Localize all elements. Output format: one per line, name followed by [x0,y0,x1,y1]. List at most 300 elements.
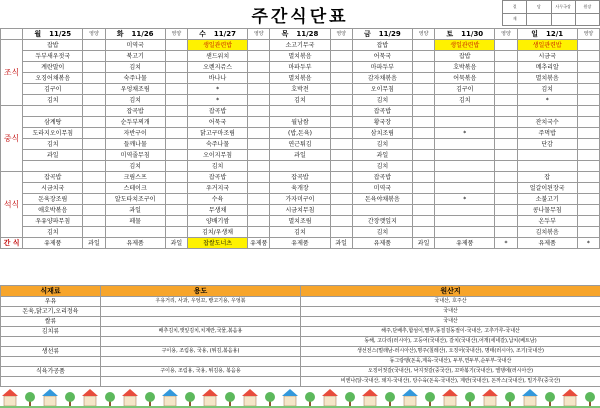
day-header [187,29,247,40]
dish-cell [105,227,165,238]
nutrition-cell [83,150,105,161]
tree [585,392,595,402]
nutrition-cell [248,95,270,106]
nutrition-cell [248,227,270,238]
dish-cell: 순두부찌개 [105,117,165,128]
house-body [444,396,456,406]
day-date: 11/26 [131,29,154,38]
dish-cell [435,183,495,194]
nutrition-cell [577,40,599,51]
origin-cell [1,357,101,367]
nutrition-cell [577,216,599,227]
nutrition-cell [248,73,270,84]
nutrition-cell [248,51,270,62]
dish-cell: 과일 [352,150,412,161]
dish-cell: 생일관련밥 [435,40,495,51]
origin-row [1,307,600,317]
nutrition-cell [83,62,105,73]
dish-cell: 바나나 [187,73,247,84]
house-roof [42,389,58,396]
nutrition-cell [413,227,435,238]
tree [65,392,75,402]
snack-item: 유제품 [352,238,412,249]
nutrition-cell [83,73,105,84]
dish-cell: 삼계탕 [23,117,83,128]
nutrition-cell [495,128,517,139]
dish-cell: 돈육장조림 [23,194,83,205]
origin-cell [101,317,301,327]
origin-cell: 비엔나(닭-국내산, 돼지-국내산), 탕수육(돈육-국내산), 계란(국내산), 돈까스(국내산), 밀가루(중국산) [301,377,600,387]
nutrition-cell [330,40,352,51]
menu-row [1,106,600,117]
snack-label: 간 식 [1,238,23,249]
origin-row [1,357,600,367]
dish-cell: 잡곡밥 [270,172,330,183]
nutrition-cell [248,172,270,183]
approval-sign-cell [551,13,575,26]
dish-cell [435,150,495,161]
nutrition-cell [413,62,435,73]
dish-cell: 김구이 [23,84,83,95]
nutrition-cell [83,95,105,106]
nutrition-cell [330,73,352,84]
nutrition-header: 영양 [165,29,187,40]
nutrition-cell [413,84,435,95]
nutrition-cell [83,84,105,95]
nutrition-cell [83,40,105,51]
nutrition-cell [413,150,435,161]
nutrition-header: 영양 [413,29,435,40]
dish-cell: 애호박볶음 [23,205,83,216]
day-name: 화 [116,29,124,38]
dish-cell: 잡곡밥 [23,172,83,183]
nutrition-cell [413,73,435,84]
dish-cell [270,106,330,117]
menu-row [1,194,600,205]
house-roof [362,389,378,396]
nutrition-cell [330,216,352,227]
dish-cell [270,161,330,172]
nutrition-cell [165,95,187,106]
dish-cell: 미역국 [352,183,412,194]
tree [345,392,355,402]
dish-cell: 콩나물무침 [517,205,577,216]
house-body [204,396,216,406]
approval-sign-cell [527,13,551,26]
dish-cell: 온두부 [517,216,577,227]
nutrition-cell [165,205,187,216]
nutrition-cell [413,205,435,216]
nutrition-cell [165,73,187,84]
origin-cell [101,357,301,367]
nutrition-cell [330,106,352,117]
origin-header-row [1,286,600,297]
nutrition-cell [165,117,187,128]
nutrition-cell [248,40,270,51]
dish-cell: 닭고구마조림 [187,128,247,139]
nutrition-cell [413,128,435,139]
dish-cell [435,172,495,183]
dish-cell: 가자미구이 [270,194,330,205]
nutrition-cell [83,216,105,227]
tree [105,392,115,402]
day-name: 월 [34,29,42,38]
origin-row [1,347,600,357]
dish-cell: 양배기쌈 [187,216,247,227]
dish-cell: 주먹밥 [517,128,577,139]
dish-cell: 멸치볶음 [270,51,330,62]
dish-cell: 연근튀김 [270,139,330,150]
nutrition-cell [495,172,517,183]
day-header [352,29,412,40]
dish-cell: 김치 [517,84,577,95]
day-header [517,29,577,40]
nutrition-cell [83,183,105,194]
nutrition-header: 영양 [248,29,270,40]
approval-cell: 결 [503,1,527,14]
origin-cell: 돈육,닭고기,오리정육 [1,307,101,317]
house-body [364,396,376,406]
nutrition-cell [413,51,435,62]
origin-cell: 동그랑땡(돈육,계육-국내산), 두부,연두부,순두부-국내산 [301,357,600,367]
approval-sign-cell [575,13,599,26]
nutrition-cell [330,139,352,150]
dish-cell: (밥,돈육) [270,128,330,139]
house-body [484,396,496,406]
origin-cell: 우유 [1,297,101,307]
snack-item: 찹쌀도너츠 [187,238,247,249]
house-roof [402,389,418,396]
day-date: 11/25 [49,29,72,38]
house-body [564,396,576,406]
dish-cell: 호박전 [270,84,330,95]
day-name: 금 [363,29,371,38]
weekly-menu-table [0,28,600,249]
dish-cell: 황국장 [352,117,412,128]
nutrition-cell [413,216,435,227]
dish-cell: 소고기무국 [270,40,330,51]
day-name: 토 [446,29,454,38]
house-body [244,396,256,406]
nutrition-cell [495,62,517,73]
dish-cell: 육개장 [270,183,330,194]
origin-cell: 배추김치,깻잎김치,치계란,국물,볶음용 [101,327,301,337]
dish-cell: 김치 [23,95,83,106]
dish-cell: 미역국 [105,40,165,51]
nutrition-cell [330,117,352,128]
house-roof [442,389,458,396]
dish-cell: 오이무침 [352,84,412,95]
dish-cell: 김치 [435,95,495,106]
house-body [164,396,176,406]
dish-cell: 간장깻잎지 [352,216,412,227]
house-body [284,396,296,406]
nutrition-cell [577,117,599,128]
page-title: 주간식단표 [251,7,349,27]
snack-item: 유제품 [435,238,495,249]
snack-item: 유제품 [23,238,83,249]
nutrition-cell [330,172,352,183]
nutrition-cell [495,227,517,238]
day-date: 11/28 [296,29,319,38]
menu-row [1,73,600,84]
dish-cell: * [435,128,495,139]
nutrition-cell [577,205,599,216]
snack-row [1,238,600,249]
dish-cell: 스테이크 [105,183,165,194]
tree [385,392,395,402]
nutrition-cell [330,128,352,139]
snack-item: * [577,238,599,249]
origin-cell: 오징어젓갈(국내산), 낙지젓갈(중국산), 꼬마볶기(국내산), 엘탱에(러시아산) [301,367,600,377]
nutrition-cell [495,95,517,106]
dish-cell: 삼치조림 [352,128,412,139]
dish-cell: 우유양파무침 [23,216,83,227]
dish-cell: 잡곡밥 [187,172,247,183]
nutrition-cell [330,194,352,205]
nutrition-cell [165,194,187,205]
snack-item: 유제품 [248,238,270,249]
day-header [105,29,165,40]
nutrition-cell [248,205,270,216]
nutrition-cell [413,183,435,194]
dish-cell: 계란말이 [23,62,83,73]
nutrition-cell [495,205,517,216]
house-roof [202,389,218,396]
dish-cell: 김치 [270,95,330,106]
nutrition-cell [83,161,105,172]
dish-cell: 시금국 [517,51,577,62]
dish-cell: 자반구이 [105,128,165,139]
dish-cell: 마파두부 [270,62,330,73]
tree [265,392,275,402]
dish-cell: 도라지오이무침 [23,128,83,139]
tree [545,392,555,402]
nutrition-cell [330,183,352,194]
approval-cell: 원장 [575,1,599,14]
nutrition-cell [248,106,270,117]
nutrition-cell [83,51,105,62]
origin-header: 식재료 [1,286,101,297]
snack-item: 과일 [413,238,435,249]
dish-cell: 잡곡밥 [352,106,412,117]
nutrition-cell [165,62,187,73]
nutrition-cell [248,139,270,150]
dish-cell: 우거지국 [187,183,247,194]
dish-cell: 김치 [23,139,83,150]
snack-item: * [495,238,517,249]
day-date: 11/27 [213,29,236,38]
dish-cell: 김치 [105,62,165,73]
approval-box [502,0,600,26]
tree [225,392,235,402]
nutrition-cell [577,139,599,150]
dish-cell: 호박볶음 [435,62,495,73]
snack-item: 과일 [83,238,105,249]
origin-cell: 국내산 [301,317,600,327]
menu-row [1,216,600,227]
house-body [84,396,96,406]
dish-cell: 멸치조림 [270,216,330,227]
dish-cell [435,216,495,227]
tree [465,392,475,402]
snack-item: 유제품 [270,238,330,249]
house-body [524,396,536,406]
tree [145,392,155,402]
dish-cell: 김치 [23,227,83,238]
menu-row [1,128,600,139]
house-roof [162,389,178,396]
dish-cell: 김치 [105,161,165,172]
dish-cell: 오이지무침 [187,150,247,161]
dish-cell: 단감 [517,139,577,150]
dish-cell: 잡곡밥 [352,172,412,183]
menu-row [1,40,600,51]
title-bar [0,0,600,28]
dish-cell: 잡곡밥 [187,106,247,117]
dish-cell: * [187,84,247,95]
nutrition-cell [165,84,187,95]
nutrition-cell [330,95,352,106]
origin-row [1,337,600,347]
origin-cell [1,337,101,347]
menu-row [1,150,600,161]
house-body [44,396,56,406]
origin-cell: 우유거리, 사과, 우엉꼬, 빵고기용, 우엉볶 [101,297,301,307]
nutrition-cell [495,40,517,51]
house-roof [562,389,578,396]
nutrition-cell [495,216,517,227]
dish-cell [435,205,495,216]
day-name: 일 [531,29,538,38]
house-roof [282,389,298,396]
menu-row [1,117,600,128]
village-footer-art [0,384,600,408]
nutrition-cell [165,40,187,51]
nutrition-cell [577,73,599,84]
tree [185,392,195,402]
nutrition-cell [495,84,517,95]
nutrition-cell [577,95,599,106]
nutrition-cell [495,194,517,205]
nutrition-cell [495,117,517,128]
house-body [124,396,136,406]
dish-cell [517,106,577,117]
snack-item: 유제품 [105,238,165,249]
nutrition-cell [165,150,187,161]
snack-item: 유제품 [517,238,577,249]
nutrition-cell [330,84,352,95]
nutrition-header: 영양 [83,29,105,40]
nutrition-cell [330,161,352,172]
day-name: 목 [281,29,289,38]
dish-cell: 얼갈이된장국 [517,183,577,194]
origin-cell [101,307,301,317]
meal-label-text: 조식 [3,68,20,77]
dish-cell: 과일 [23,150,83,161]
menu-row [1,95,600,106]
origin-cell [101,337,301,347]
nutrition-cell [83,117,105,128]
dish-cell [352,205,412,216]
nutrition-cell [248,216,270,227]
dish-cell [517,161,577,172]
day-date: 11/29 [378,29,401,38]
nutrition-cell [495,139,517,150]
menu-row [1,62,600,73]
house-roof [122,389,138,396]
dish-cell: 월남쌈 [270,117,330,128]
nutrition-cell [83,128,105,139]
nutrition-cell [165,51,187,62]
house-body [404,396,416,406]
origin-cell: 쌀류 [1,317,101,327]
origin-row [1,367,600,377]
nutrition-cell [330,51,352,62]
nutrition-cell [83,194,105,205]
dish-cell [435,117,495,128]
nutrition-header: 영양 [577,29,599,40]
approval-cell: 사무국장 [551,1,575,14]
house-roof [522,389,538,396]
dish-cell: 감자채볶음 [352,73,412,84]
nutrition-cell [577,161,599,172]
dish-cell: 생일관련밥 [517,40,577,51]
origin-cell: 국내산 [301,307,600,317]
nutrition-cell [577,150,599,161]
dish-cell: 알도타치조구이 [105,194,165,205]
menu-row [1,161,600,172]
nutrition-cell [577,84,599,95]
nutrition-cell [165,216,187,227]
nutrition-cell [495,51,517,62]
dish-cell: 소불고기 [517,194,577,205]
dish-cell: 과일 [105,205,165,216]
house-body [324,396,336,406]
nutrition-cell [165,183,187,194]
nutrition-header: 영양 [495,29,517,40]
dish-cell: 잡 [517,172,577,183]
dish-cell: 오징어채볶음 [23,73,83,84]
nutrition-cell [165,128,187,139]
snack-item: 과일 [330,238,352,249]
origin-table [0,285,600,387]
dish-cell: 시금치무침 [270,205,330,216]
dish-cell: 수육 [187,194,247,205]
nutrition-cell [413,161,435,172]
dish-cell: 과일 [270,150,330,161]
nutrition-cell [83,227,105,238]
nutrition-cell [413,117,435,128]
nutrition-cell [495,73,517,84]
dish-cell: 미역줄무침 [105,150,165,161]
meal-label [1,172,23,238]
origin-cell: 국내산, 호주산 [301,297,600,307]
nutrition-cell [248,150,270,161]
dish-cell: 마파두부 [352,62,412,73]
origin-header: 원산지 [301,286,600,297]
origin-cell: 식육가공품 [1,367,101,377]
tree [305,392,315,402]
nutrition-cell [165,172,187,183]
dish-cell: 김치볶음 [517,227,577,238]
dish-cell: 오렌지쥬스 [187,62,247,73]
origin-row [1,327,600,337]
approval-cell: 재 [503,13,527,26]
house-roof [482,389,498,396]
dish-cell: 김치/우생채 [187,227,247,238]
origin-row [1,317,600,327]
